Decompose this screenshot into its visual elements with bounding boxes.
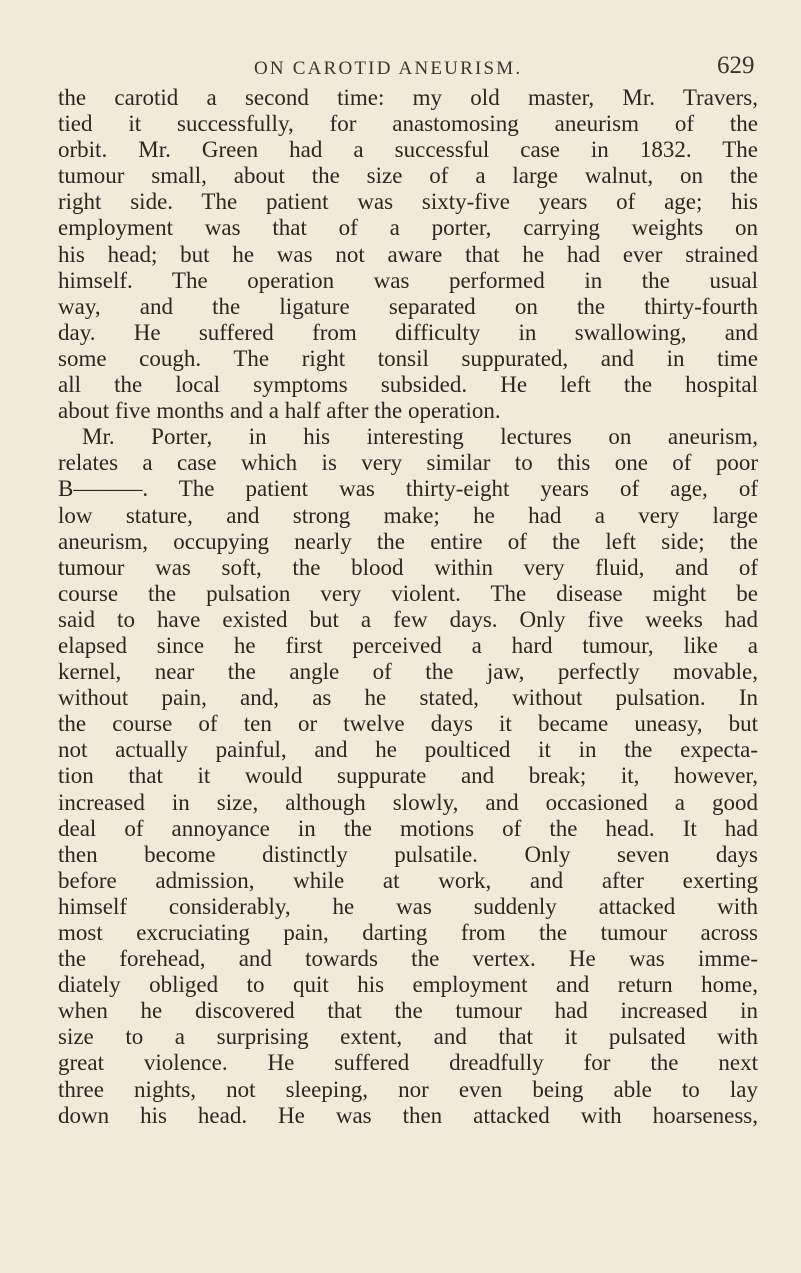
text-line: size to a surprising extent, and that it pulsated with (58, 1024, 758, 1050)
text-line: said to have existed but a few days. Only five weeks had (58, 606, 758, 632)
text-line: B———. The patient was thirty-eight years of age, of (58, 476, 758, 502)
text-line: about five months and a half after the operation. (58, 398, 501, 424)
text-line: when he discovered that the tumour had increased in (58, 998, 758, 1024)
text-line: low stature, and strong make; he had a very large (58, 502, 758, 528)
text-line: elapsed since he first perceived a hard tumour, like a (58, 632, 758, 658)
text-line: most excruciating pain, darting from the tumour across (58, 920, 758, 945)
text-line: his head; but he was not aware that he had ever strained (58, 241, 758, 267)
text-line: then become distinctly pulsatile. Only seven days (58, 841, 758, 867)
text-line: without pain, and, as he stated, without pulsation. In (58, 685, 758, 711)
text-line: course the pulsation very violent. The disease might be (58, 580, 758, 606)
body-text (58, 85, 758, 1129)
running-head (0, 52, 801, 84)
text-line: not actually painful, and he poulticed it in the expecta- (58, 737, 758, 763)
page-number: 629 (717, 52, 755, 79)
text-line: before admission, while at work, and after exerting (58, 867, 758, 893)
running-title: ON CAROTID ANEURISM. (254, 58, 523, 79)
text-line: all the local symptoms subsided. He left the hospital (58, 372, 758, 398)
text-line: employment was that of a porter, carrying weights on (58, 215, 758, 241)
text-line: some cough. The right tonsil suppurated, and in time (58, 345, 758, 371)
text-line: tion that it would suppurate and break; it, however, (58, 763, 758, 789)
text-line: three nights, not sleeping, nor even being able to lay (58, 1076, 758, 1102)
text-line: diately obliged to quit his employment and return home, (58, 972, 758, 998)
text-line: great violence. He suffered dreadfully for the next (58, 1050, 758, 1076)
text-line: the course of ten or twelve days it became uneasy, but (58, 711, 758, 737)
text-line: the carotid a second time: my old master, Mr. Travers, (58, 85, 758, 110)
text-line: aneurism, occupying nearly the entire of the left side; the (58, 528, 758, 554)
text-line: kernel, near the angle of the jaw, perfectly movable, (58, 659, 758, 685)
text-line: orbit. Mr. Green had a successful case in 1832. The (58, 137, 758, 163)
text-line: right side. The patient was sixty-five years of age; his (58, 189, 758, 215)
text-line: himself. The operation was performed in the usual (58, 267, 758, 293)
text-line: tumour was soft, the blood within very fluid, and of (58, 554, 758, 580)
text-line: Mr. Porter, in his interesting lectures on aneurism, (82, 424, 758, 450)
text-line: day. He suffered from difficulty in swallowing, and (58, 319, 758, 345)
text-line: way, and the ligature separated on the thirty-fourth (58, 293, 758, 319)
text-line: himself considerably, he was suddenly attacked with (58, 893, 758, 919)
text-line: down his head. He was then attacked with hoarseness, (58, 1102, 758, 1128)
text-line: increased in size, although slowly, and occasioned a good (58, 789, 758, 815)
text-line: relates a case which is very similar to this one of poor (58, 450, 758, 476)
text-line: the forehead, and towards the vertex. He was imme- (58, 946, 758, 972)
text-line: tied it successfully, for anastomosing aneurism of the (58, 111, 758, 137)
text-line: deal of annoyance in the motions of the head. It had (58, 815, 758, 841)
text-line: tumour small, about the size of a large walnut, on the (58, 163, 758, 189)
